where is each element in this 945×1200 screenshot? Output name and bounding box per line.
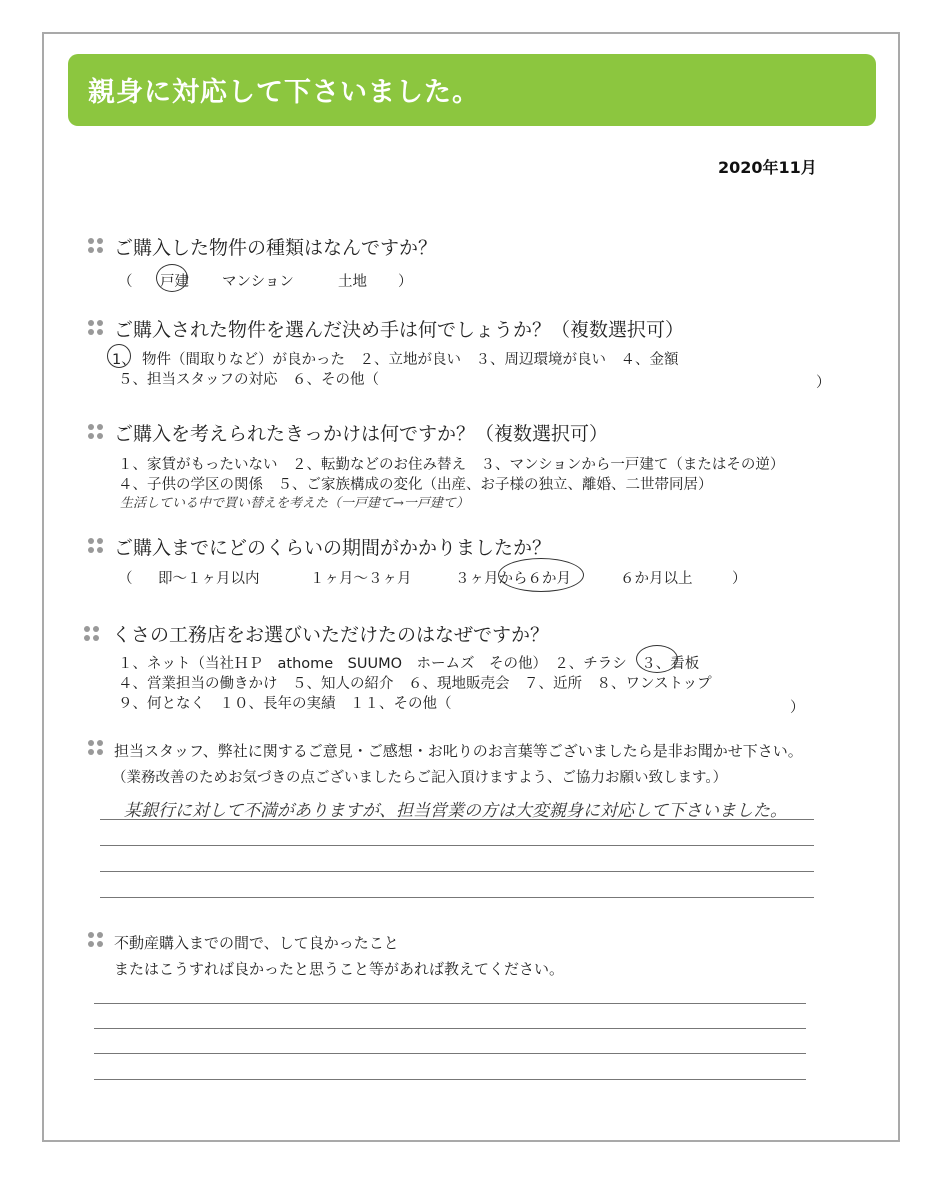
q3-handwritten-answer: 生活している中で買い替えを考えた（一戸建て→一戸建て） (120, 496, 469, 511)
dots-icon (88, 932, 104, 948)
writing-line (100, 845, 814, 846)
q5-line3: ９、何となく １０、長年の実績 １１、その他（ (118, 696, 452, 712)
page-title: 親身に対応して下さいました。 (88, 77, 480, 108)
survey-date: 2020年11月 (718, 158, 817, 177)
q4-option-4: ６か月以上 (620, 571, 693, 587)
q4-option-3: ３ヶ月から６か月 (455, 571, 571, 587)
q1-option-mansion: マンション (222, 274, 294, 290)
q2-close-paren: ） (816, 375, 831, 391)
q5-line1: １、ネット（当社ＨＰ athome SUUMO ホームズ その他） ２、チラシ ３、看板 (118, 656, 700, 672)
dots-icon (88, 740, 104, 756)
dots-icon (88, 238, 104, 254)
dots-icon (84, 626, 100, 642)
q1-option-land: 土地 (338, 274, 367, 290)
q1-option-house: 戸建 (160, 274, 189, 290)
dots-icon (88, 320, 104, 336)
q6-question: 担当スタッフ、弊社に関するご意見・ご感想・お叱りのお言葉等ございましたら是非お聞かせ下さい。 (114, 742, 803, 760)
writing-line (100, 819, 814, 820)
q2-circled-number: 1、 (112, 352, 136, 368)
q6-note: （業務改善のためお気づきの点ございましたらご記入頂けますよう、ご協力お願い致します。） (112, 770, 728, 786)
q4-option-1: 即～１ヶ月以内 (158, 571, 260, 587)
q6-handwritten-answer: 某銀行に対して不満がありますが、担当営業の方は大変親身に対応して下さいました。 (124, 801, 787, 821)
q5-close-paren: ） (790, 700, 805, 716)
q1-open-paren: （ (118, 274, 133, 290)
q3-line1: １、家賃がもったいない ２、転勤などのお住み替え ３、マンションから一戸建て（またはその逆） (118, 457, 785, 473)
q4-close-paren: ） (732, 571, 747, 587)
dots-icon (88, 424, 104, 440)
q2-line2: ５、担当スタッフの対応 ６、その他（ (118, 372, 379, 388)
q4-open-paren: （ (118, 571, 133, 587)
q7-question-line1: 不動産購入までの間で、して良かったこと (114, 934, 399, 952)
answer-circle (107, 344, 131, 368)
title-banner (68, 54, 876, 126)
dots-icon (88, 538, 104, 554)
q2-line1: 物件（間取りなど）が良かった ２、立地が良い ３、周辺環境が良い ４、金額 (142, 352, 679, 368)
answer-circle (636, 645, 678, 673)
answer-circle (156, 264, 188, 292)
writing-line (100, 871, 814, 872)
q1-close-paren: ） (398, 274, 413, 290)
q4-question: ご購入までにどのくらいの期間がかかりましたか？ (114, 537, 552, 559)
writing-line (94, 1028, 806, 1029)
writing-line (94, 1053, 806, 1054)
answer-circle (498, 558, 584, 592)
writing-line (94, 1079, 806, 1080)
q3-line2: ４、子供の学区の関係 ５、ご家族構成の変化（出産、お子様の独立、離婚、二世帯同居） (118, 477, 713, 493)
q5-question: くさの工務店をお選びいただけたのはなぜですか？ (112, 624, 550, 646)
q7-question-line2: またはこうすれば良かったと思うこと等があれば教えてください。 (114, 960, 565, 978)
q5-line2: ４、営業担当の働きかけ ５、知人の紹介 ６、現地販売会 ７、近所 ８、ワンストップ (118, 676, 712, 692)
writing-line (100, 897, 814, 898)
q1-question: ご購入した物件の種類はなんですか？ (114, 237, 438, 259)
writing-line (94, 1003, 806, 1004)
q2-question: ご購入された物件を選んだ決め手は何でしょうか？（複数選択可） (114, 319, 685, 341)
q3-question: ご購入を考えられたきっかけは何ですか？（複数選択可） (114, 423, 609, 445)
q4-option-2: １ヶ月～３ヶ月 (310, 571, 412, 587)
